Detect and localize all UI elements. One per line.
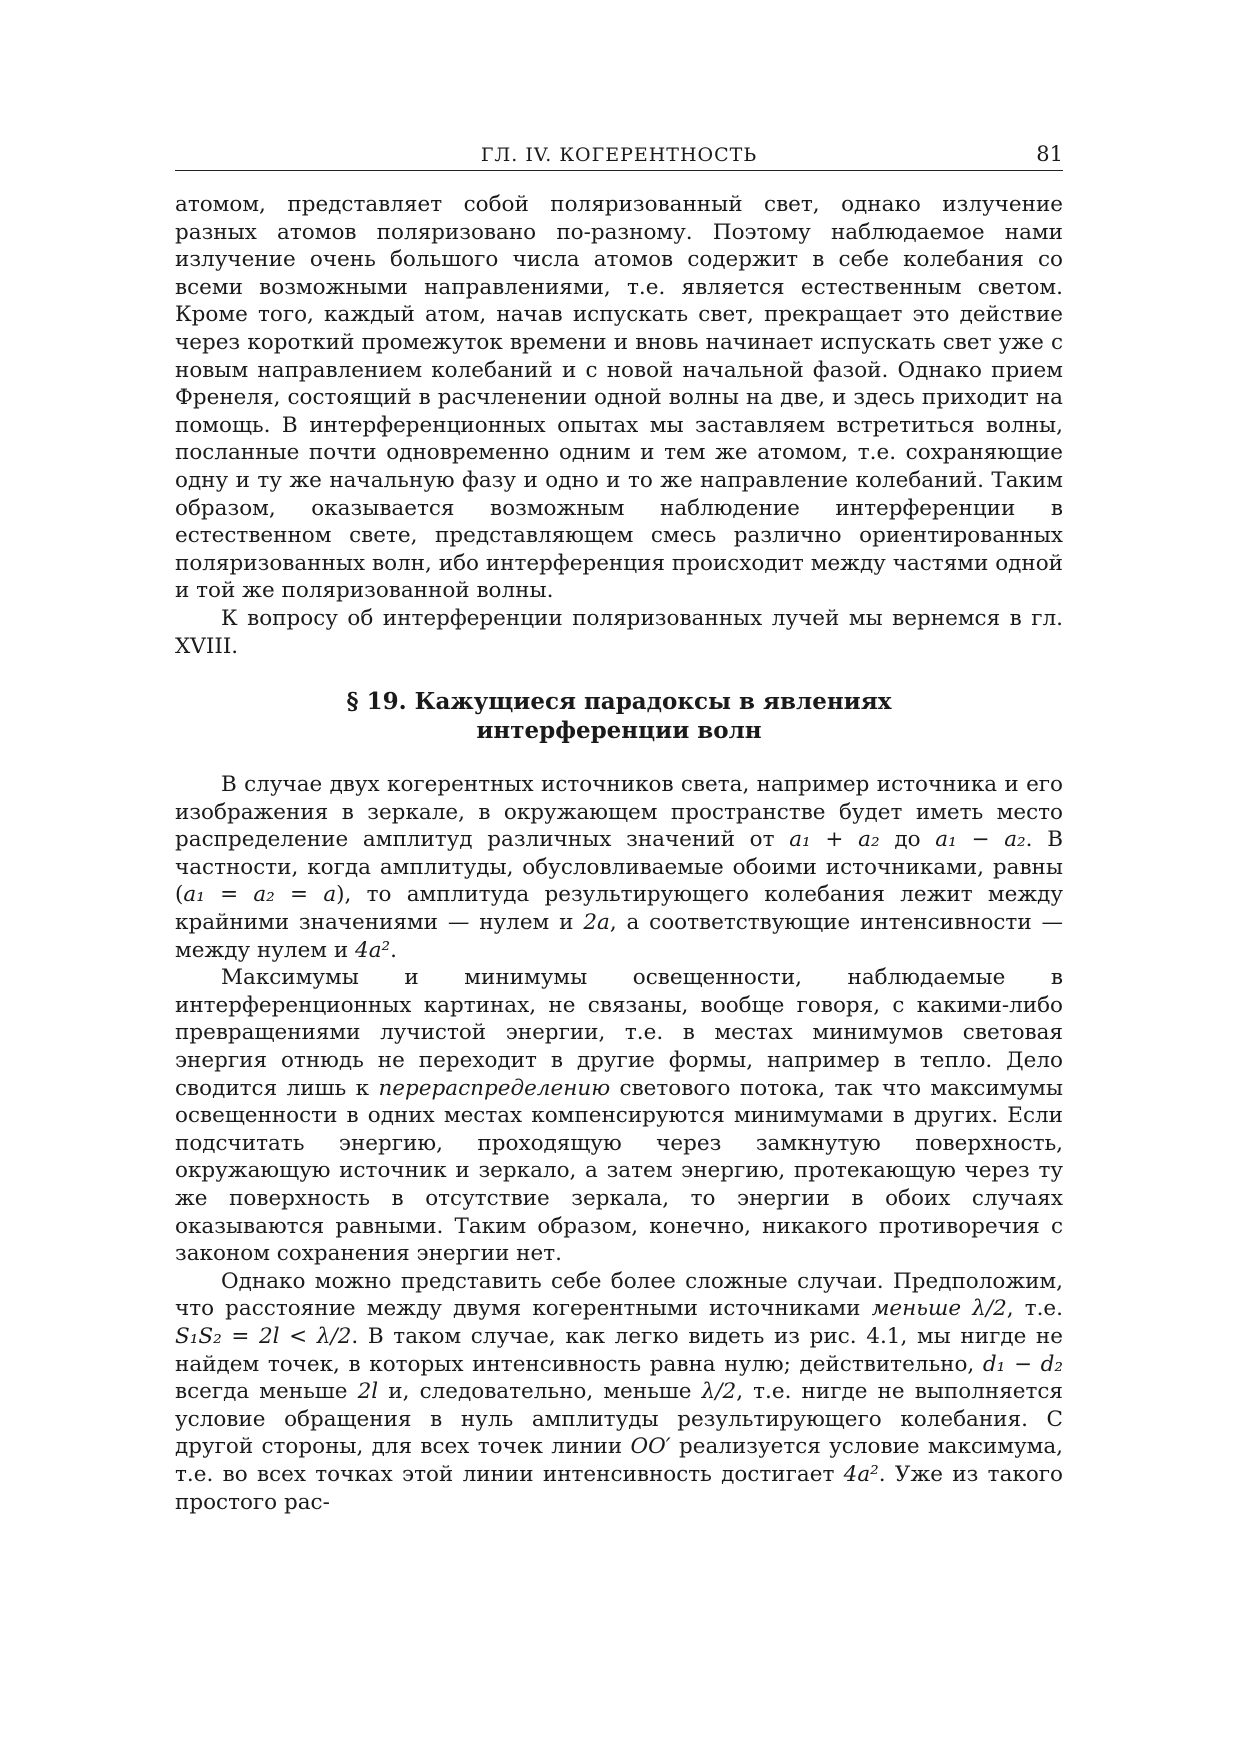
math-inline: S₁S₂ = 2l < λ/2 bbox=[175, 1323, 352, 1349]
math-inline: d₁ − d₂ bbox=[982, 1351, 1063, 1377]
math-inline: 4a² bbox=[843, 1461, 879, 1487]
math-inline: OO′ bbox=[630, 1434, 671, 1460]
text-run: , т.е. нигде не выполняется условие обращения в нуль амплитуды результирующего колебания. С другой стороны, для всех точек линии bbox=[175, 1379, 1063, 1460]
math-inline: a₁ − a₂ bbox=[935, 827, 1026, 853]
text-run: . Уже из такого простого рас- bbox=[175, 1461, 1063, 1515]
text-run: светового потока, так что максимумы освещенности в одних местах компенсируются минимумами в других. Если подсчитать энергию, проходящую через замкнутую поверхность, окружающую источник и зеркало, а затем энергию, протекающую через ту же поверхность в отсутствие зеркала, то энергии в обоих случаях оказываются равными. Таким образом, конечно, никакого противоречия с законом сохранения энергии нет. bbox=[175, 1075, 1063, 1267]
paragraph bbox=[175, 771, 1063, 964]
text-run: . В частности, когда амплитуды, обусловливаемые обоими источниками, равны ( bbox=[175, 827, 1064, 908]
text-run: всегда меньше bbox=[175, 1379, 358, 1405]
text-run: до bbox=[879, 827, 936, 853]
emphasis: перераспределению bbox=[378, 1075, 611, 1101]
body-text bbox=[175, 191, 1063, 1516]
text-run: ), то амплитуда результирующего колебания лежит между крайними значениями — нулем и bbox=[175, 882, 1063, 936]
text-run: Максимумы и минимумы освещенности, наблюдаемые в интерференционных картинах, не связаны, вообще говоря, с какими-либо превращениями лучистой энергии, т.е. в местах минимумов световая энергия отнюдь не переходит в другие формы, например в тепло. Дело сводится лишь к bbox=[175, 965, 1063, 1101]
paragraph: К вопросу об интерференции поляризованных лучей мы вернемся в гл. XVIII. bbox=[175, 605, 1063, 659]
section-heading bbox=[175, 687, 1063, 745]
text-run: . В таком случае, как легко видеть из рис. 4.1, мы нигде не найдем точек, в которых интенсивность равна нулю; действительно, bbox=[175, 1323, 1063, 1377]
page-number: 81 bbox=[1036, 142, 1063, 166]
math-inline: λ/2 bbox=[701, 1379, 737, 1405]
text-run: реализуется условие максимума, т.е. во всех точках этой линии интенсивность достигает bbox=[175, 1434, 1064, 1487]
running-head bbox=[175, 140, 1063, 171]
paragraph bbox=[175, 1268, 1063, 1516]
running-title: ГЛ. IV. КОГЕРЕНТНОСТЬ bbox=[480, 144, 758, 166]
math-inline: a₁ + a₂ bbox=[789, 827, 880, 853]
section-heading-line: § 19. Кажущиеся парадоксы в явлениях bbox=[346, 688, 892, 716]
math-inline: λ/2 bbox=[961, 1296, 1007, 1322]
text-run: и, следовательно, меньше bbox=[378, 1379, 702, 1405]
math-inline: a₁ = a₂ = a bbox=[183, 882, 337, 908]
text-run: , т.е. bbox=[1006, 1296, 1063, 1322]
section-heading-line: интерференции волн bbox=[476, 717, 762, 745]
math-inline: 4a² bbox=[355, 937, 391, 963]
text-run: Однако можно представить себе более сложные случаи. Предположим, что расстояние между двумя когерентными источниками bbox=[175, 1268, 1063, 1322]
paragraph: атомом, представляет собой поляризованный свет, однако излучение разных атомов поляризовано по-разному. Поэтому наблюдаемое нами излучение очень большого числа атомов содержит в себе колебания со всеми возможными направлениями, т.е. является естественным светом. Кроме того, каждый атом, начав испускать свет, прекращает это действие через короткий промежуток времени и вновь начинает испускать свет уже с новым направлением колебаний и с новой начальной фазой. Однако прием Френеля, состоящий в расчленении одной волны на две, и здесь приходит на помощь. В интерференционных опытах мы заставляем встретиться волны, посланные почти одновременно одним и тем же атомом, т.е. сохраняющие одну и ту же начальную фазу и одно и то же направление колебаний. Таким образом, оказывается возможным наблюдение интерференции в естественном свете, представляющем смесь различно ориентированных поляризованных волн, ибо интерференция происходит между частями одной и той же поляризованной волны. bbox=[175, 192, 1063, 604]
text-run: , а соответствующие интенсивности — между нулем и bbox=[175, 910, 1063, 963]
math-inline: 2a bbox=[583, 910, 610, 936]
text-run: В случае двух когерентных источников света, например источника и его изображения в зеркале, в окружающем пространстве будет иметь место распределение амплитуд различных значений от bbox=[175, 772, 1063, 853]
paragraph bbox=[175, 964, 1063, 1268]
text-run: . bbox=[390, 937, 397, 963]
emphasis: меньше bbox=[871, 1296, 962, 1322]
page bbox=[175, 140, 1063, 1516]
math-inline: 2l bbox=[357, 1379, 379, 1405]
